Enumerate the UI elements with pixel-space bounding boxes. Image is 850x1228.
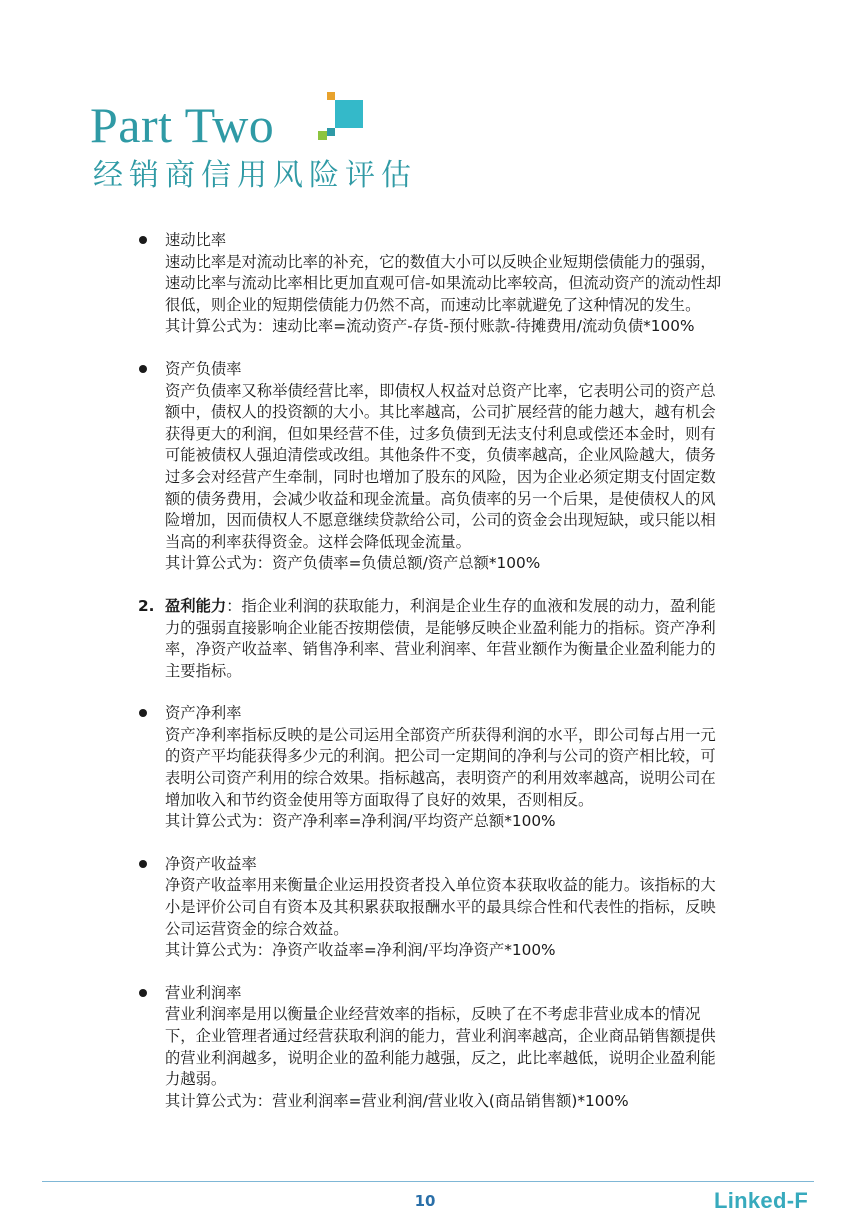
section-body: 速动比率是对流动比率的补充，它的数值大小可以反映企业短期偿债能力的强弱，速动比率与流动比率相比更加直观可信-如果流动比率较高，但流动资产的流动性却很低，则企业的短期偿债能力仍然不高，而速动比率就避免了这种情况的发生。 <box>165 252 722 314</box>
section-roa <box>0 703 850 833</box>
section-operating-margin <box>0 983 850 1113</box>
section-heading: 资产负债率 <box>165 359 242 378</box>
brand-logo: Linked-F <box>714 1188 809 1213</box>
section-body: 资产净利率指标反映的是公司运用全部资产所获得利润的水平，即公司每占用一元的资产平均能获得多少元的利润。把公司一定期间的净利与公司的资产相比较，可表明公司资产利用的综合效果。指标越高，表明资产的利用效率越高，说明公司在增加收入和节约资金使用等方面取得了良好的效果，否则相反。 <box>165 725 716 809</box>
section-heading: 速动比率 <box>165 231 227 249</box>
document-body <box>0 230 850 1133</box>
section-formula: 其计算公式为：速动比率=流动资产-存货-预付账款-待摊费用/流动负债*100% <box>165 317 695 336</box>
section-heading: 资产净利率 <box>165 704 242 723</box>
section-body: 净资产收益率用来衡量企业运用投资者投入单位资本获取收益的能力。该指标的大小是评价公司自有资本及其积累获取报酬水平的最具综合性和代表性的指标，反映公司运营资金的综合效益。 <box>165 876 716 938</box>
bullet-icon <box>139 989 147 997</box>
bullet-icon <box>139 365 147 373</box>
footer-divider <box>42 1181 814 1182</box>
bullet-icon <box>139 709 147 717</box>
section-debt-ratio <box>0 359 850 575</box>
page-number: 10 <box>414 1192 436 1210</box>
section-subtitle: 经销商信用风险评估 <box>93 158 417 193</box>
section-formula: 其计算公式为：资产净利率=净利润/平均资产总额*100% <box>165 812 556 831</box>
section-body: 营业利润率是用以衡量企业经营效率的指标，反映了在不考虑非营业成本的情况下，企业管理者通过经营获取利润的能力，营业利润率越高，企业商品销售额提供的营业利润越多，说明企业的盈利能力越强，反之，此比率越低，说明企业盈利能力越弱。 <box>165 1005 716 1089</box>
section-heading: 盈利能力 <box>165 596 227 615</box>
section-formula: 其计算公式为：净资产收益率=净利润/平均净资产*100% <box>165 941 556 960</box>
section-roe <box>0 854 850 962</box>
section-body-with-heading <box>165 596 730 682</box>
section-profitability <box>0 596 850 682</box>
section-body: ：指企业利润的获取能力，利润是企业生存的血液和发展的动力，盈利能力的强弱直接影响企业能否按期偿债，是能够反映企业盈利能力的指标。资产净利率，净资产收益率、销售净利率、营业利润率、年营业额作为衡量企业盈利能力的主要指标。 <box>165 596 716 680</box>
deco-square-orange <box>327 92 335 100</box>
section-number: 2. <box>138 596 155 615</box>
bullet-icon <box>139 860 147 868</box>
deco-square-cyan <box>335 100 363 128</box>
section-body: 资产负债率又称举债经营比率，即债权人权益对总资产比率，它表明公司的资产总额中，债权人的投资额的大小。其比率越高，公司扩展经营的能力越大，越有机会获得更大的利润，但如果经营不佳，过多负债到无法支付利息或偿还本金时，则有可能被债权人强迫清偿或改组。其他条件不变，负债率越高，企业风险越大，债务过多会对经营产生牵制，同时也增加了股东的风险，因为企业必须定期支付固定数额的债务费用，会减少收益和现金流量。高负债率的另一个后果，是使债权人的风险增加，因而债权人不愿意继续贷款给公司，公司的资金会出现短缺，或只能以相当高的利率获得资金。这样会降低现金流量。 <box>165 381 716 551</box>
section-formula: 其计算公式为：资产负债率=负债总额/资产总额*100% <box>165 554 541 573</box>
section-quick-ratio <box>0 230 850 338</box>
section-heading: 净资产收益率 <box>165 854 257 873</box>
section-formula: 其计算公式为：营业利润率=营业利润/营业收入(商品销售额)*100% <box>165 1091 629 1110</box>
section-heading: 营业利润率 <box>165 983 242 1002</box>
deco-square-teal <box>327 128 335 136</box>
deco-square-green <box>318 131 327 140</box>
part-title: Part Two <box>90 97 275 153</box>
bullet-icon <box>139 236 147 244</box>
